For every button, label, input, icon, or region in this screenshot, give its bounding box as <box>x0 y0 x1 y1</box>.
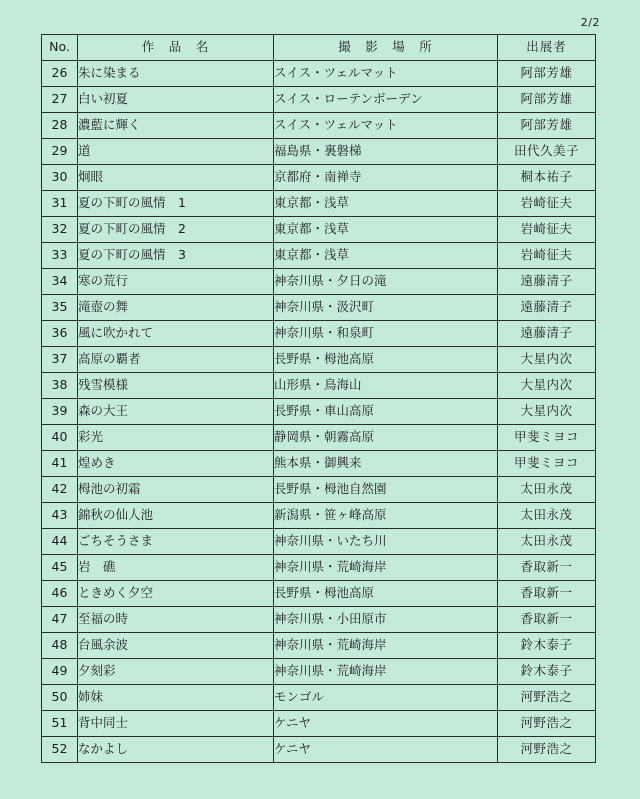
cell-title: 残雪模様 <box>78 373 274 399</box>
cell-artist: 甲斐ミヨコ <box>498 425 596 451</box>
cell-title: 白い初夏 <box>78 87 274 113</box>
cell-place: スイス・ツェルマット <box>274 61 498 87</box>
cell-place: 新潟県・笹ヶ峰高原 <box>274 503 498 529</box>
cell-title: 寒の荒行 <box>78 269 274 295</box>
cell-place: スイス・ツェルマット <box>274 113 498 139</box>
cell-title: 姉妹 <box>78 685 274 711</box>
cell-no: 26 <box>42 61 78 87</box>
cell-place: 長野県・車山高原 <box>274 399 498 425</box>
cell-title: 夏の下町の風情 3 <box>78 243 274 269</box>
cell-place: 長野県・栂池高原 <box>274 347 498 373</box>
cell-place: 東京都・浅草 <box>274 243 498 269</box>
cell-artist: 大星内次 <box>498 347 596 373</box>
cell-title: 栂池の初霜 <box>78 477 274 503</box>
cell-artist: 岩崎征夫 <box>498 243 596 269</box>
cell-title: 彩光 <box>78 425 274 451</box>
cell-artist: 河野浩之 <box>498 711 596 737</box>
header-row <box>42 35 596 61</box>
cell-no: 28 <box>42 113 78 139</box>
cell-no: 32 <box>42 217 78 243</box>
cell-place: 熊本県・御興来 <box>274 451 498 477</box>
cell-place: 静岡県・朝霧高原 <box>274 425 498 451</box>
cell-no: 43 <box>42 503 78 529</box>
table-row <box>42 711 596 737</box>
table-row <box>42 659 596 685</box>
table-row <box>42 165 596 191</box>
table-row <box>42 685 596 711</box>
cell-no: 52 <box>42 737 78 763</box>
cell-no: 36 <box>42 321 78 347</box>
cell-title: 濃藍に輝く <box>78 113 274 139</box>
cell-artist: 太田永茂 <box>498 503 596 529</box>
cell-title: 滝壺の舞 <box>78 295 274 321</box>
cell-title: 至福の時 <box>78 607 274 633</box>
cell-title: なかよし <box>78 737 274 763</box>
cell-artist: 阿部芳雄 <box>498 87 596 113</box>
cell-no: 30 <box>42 165 78 191</box>
header-artist: 出展者 <box>498 35 596 61</box>
cell-place: 長野県・栂池自然園 <box>274 477 498 503</box>
cell-no: 31 <box>42 191 78 217</box>
cell-artist: 阿部芳雄 <box>498 113 596 139</box>
cell-artist: 鈴木泰子 <box>498 633 596 659</box>
cell-no: 46 <box>42 581 78 607</box>
cell-place: 東京都・浅草 <box>274 217 498 243</box>
table-row <box>42 399 596 425</box>
header-no: No. <box>42 35 78 61</box>
table-row <box>42 555 596 581</box>
cell-artist: 遠藤清子 <box>498 295 596 321</box>
cell-place: ケニヤ <box>274 711 498 737</box>
cell-title: 森の大王 <box>78 399 274 425</box>
cell-no: 40 <box>42 425 78 451</box>
table-row <box>42 451 596 477</box>
table-row <box>42 581 596 607</box>
table-row <box>42 61 596 87</box>
table-row <box>42 425 596 451</box>
cell-no: 29 <box>42 139 78 165</box>
cell-title: 朱に染まる <box>78 61 274 87</box>
cell-place: 京都府・南禅寺 <box>274 165 498 191</box>
cell-artist: 太田永茂 <box>498 477 596 503</box>
cell-title: 岩 礁 <box>78 555 274 581</box>
cell-title: 道 <box>78 139 274 165</box>
cell-place: 東京都・浅草 <box>274 191 498 217</box>
cell-title: ごちそうさま <box>78 529 274 555</box>
cell-title: 高原の覇者 <box>78 347 274 373</box>
cell-place: 山形県・鳥海山 <box>274 373 498 399</box>
works-table <box>41 34 596 763</box>
table-row <box>42 217 596 243</box>
cell-place: 神奈川県・夕日の滝 <box>274 269 498 295</box>
cell-no: 47 <box>42 607 78 633</box>
cell-artist: 香取新一 <box>498 555 596 581</box>
cell-title: 夏の下町の風情 2 <box>78 217 274 243</box>
cell-artist: 阿部芳雄 <box>498 61 596 87</box>
cell-artist: 河野浩之 <box>498 685 596 711</box>
cell-no: 39 <box>42 399 78 425</box>
cell-title: ときめく夕空 <box>78 581 274 607</box>
cell-place: 神奈川県・いたち川 <box>274 529 498 555</box>
cell-title: 夏の下町の風情 1 <box>78 191 274 217</box>
table-row <box>42 737 596 763</box>
header-title: 作 品 名 <box>78 35 274 61</box>
cell-place: 神奈川県・荒崎海岸 <box>274 633 498 659</box>
header-place: 撮 影 場 所 <box>274 35 498 61</box>
table-row <box>42 269 596 295</box>
cell-artist: 桐本祐子 <box>498 165 596 191</box>
cell-no: 51 <box>42 711 78 737</box>
cell-artist: 太田永茂 <box>498 529 596 555</box>
cell-place: 神奈川県・小田原市 <box>274 607 498 633</box>
cell-no: 41 <box>42 451 78 477</box>
cell-no: 42 <box>42 477 78 503</box>
cell-title: 炯眼 <box>78 165 274 191</box>
table-row <box>42 503 596 529</box>
table-row <box>42 295 596 321</box>
cell-title: 背中同士 <box>78 711 274 737</box>
cell-place: スイス・ローテンボーデン <box>274 87 498 113</box>
cell-no: 35 <box>42 295 78 321</box>
cell-no: 34 <box>42 269 78 295</box>
page-number: 2/2 <box>580 16 600 29</box>
cell-no: 27 <box>42 87 78 113</box>
cell-artist: 香取新一 <box>498 581 596 607</box>
cell-no: 33 <box>42 243 78 269</box>
cell-no: 45 <box>42 555 78 581</box>
cell-no: 48 <box>42 633 78 659</box>
table-row <box>42 347 596 373</box>
cell-place: 神奈川県・荒崎海岸 <box>274 555 498 581</box>
cell-artist: 香取新一 <box>498 607 596 633</box>
cell-artist: 大星内次 <box>498 399 596 425</box>
table-row <box>42 87 596 113</box>
cell-title: 台風余波 <box>78 633 274 659</box>
table-row <box>42 529 596 555</box>
table-row <box>42 191 596 217</box>
cell-title: 錦秋の仙人池 <box>78 503 274 529</box>
cell-title: 風に吹かれて <box>78 321 274 347</box>
cell-artist: 遠藤清子 <box>498 269 596 295</box>
cell-place: 神奈川県・汲沢町 <box>274 295 498 321</box>
cell-artist: 岩崎征夫 <box>498 217 596 243</box>
cell-place: ケニヤ <box>274 737 498 763</box>
cell-no: 38 <box>42 373 78 399</box>
table-row <box>42 607 596 633</box>
table-row <box>42 113 596 139</box>
table-row <box>42 633 596 659</box>
cell-place: モンゴル <box>274 685 498 711</box>
cell-place: 神奈川県・荒崎海岸 <box>274 659 498 685</box>
cell-artist: 鈴木泰子 <box>498 659 596 685</box>
cell-no: 50 <box>42 685 78 711</box>
cell-artist: 岩崎征夫 <box>498 191 596 217</box>
cell-artist: 河野浩之 <box>498 737 596 763</box>
cell-artist: 甲斐ミヨコ <box>498 451 596 477</box>
table-row <box>42 373 596 399</box>
cell-place: 福島県・裏磐梯 <box>274 139 498 165</box>
table-row <box>42 321 596 347</box>
cell-artist: 遠藤清子 <box>498 321 596 347</box>
table-row <box>42 477 596 503</box>
cell-artist: 田代久美子 <box>498 139 596 165</box>
cell-title: 夕刻彩 <box>78 659 274 685</box>
cell-no: 49 <box>42 659 78 685</box>
table-row <box>42 139 596 165</box>
cell-title: 煌めき <box>78 451 274 477</box>
cell-no: 44 <box>42 529 78 555</box>
cell-artist: 大星内次 <box>498 373 596 399</box>
cell-no: 37 <box>42 347 78 373</box>
table-row <box>42 243 596 269</box>
cell-place: 長野県・栂池高原 <box>274 581 498 607</box>
cell-place: 神奈川県・和泉町 <box>274 321 498 347</box>
